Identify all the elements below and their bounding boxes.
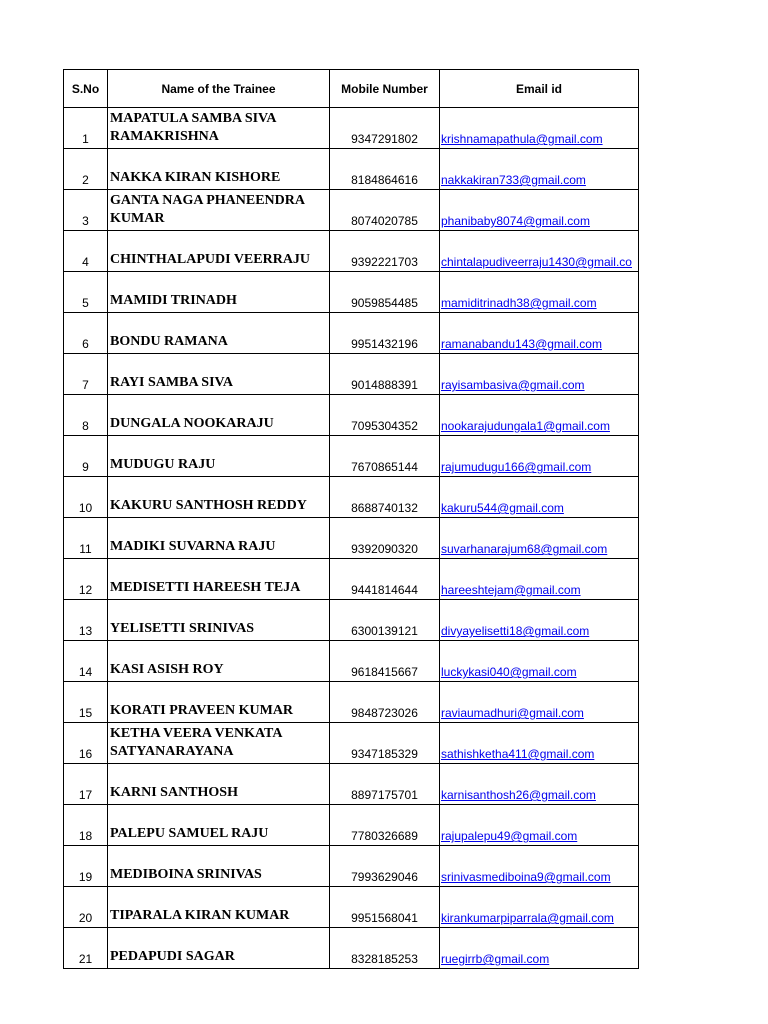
row-mobile-number: 7670865144 [330,436,440,477]
row-sno: 2 [64,149,108,190]
row-trainee-name: PALEPU SAMUEL RAJU [108,805,330,846]
row-mobile-number: 8074020785 [330,190,440,231]
row-trainee-name: KARNI SANTHOSH [108,764,330,805]
row-mobile-number: 6300139121 [330,600,440,641]
row-email-cell [440,108,639,149]
row-mobile-number: 9347291802 [330,108,440,149]
table-row [64,723,639,764]
table-row [64,395,639,436]
row-mobile-number: 9347185329 [330,723,440,764]
row-email-cell [440,436,639,477]
row-trainee-name: YELISETTI SRINIVAS [108,600,330,641]
email-link[interactable]: hareeshtejam@gmail.com [441,583,581,597]
row-sno: 17 [64,764,108,805]
table-row [64,559,639,600]
email-link[interactable]: luckykasi040@gmail.com [441,665,577,679]
row-mobile-number: 9618415667 [330,641,440,682]
row-trainee-name: KASI ASISH ROY [108,641,330,682]
row-email-cell [440,354,639,395]
row-mobile-number: 9951568041 [330,887,440,928]
table-row [64,518,639,559]
row-mobile-number: 7993629046 [330,846,440,887]
email-link[interactable]: rayisambasiva@gmail.com [441,378,585,392]
row-email-cell [440,190,639,231]
header-mobile: Mobile Number [330,70,440,108]
table-body [64,108,639,969]
row-trainee-name: MUDUGU RAJU [108,436,330,477]
table-row [64,354,639,395]
row-sno: 21 [64,928,108,969]
table-row [64,887,639,928]
row-email-cell [440,559,639,600]
row-trainee-name: KETHA VEERA VENKATA SATYANARAYANA [108,723,330,764]
row-sno: 8 [64,395,108,436]
email-link[interactable]: phanibaby8074@gmail.com [441,214,590,228]
row-email-cell [440,682,639,723]
email-link[interactable]: raviaumadhuri@gmail.com [441,706,584,720]
row-mobile-number: 8897175701 [330,764,440,805]
email-link[interactable]: ruegirrb@gmail.com [441,952,550,966]
email-link[interactable]: kakuru544@gmail.com [441,501,564,515]
row-email-cell [440,518,639,559]
row-sno: 7 [64,354,108,395]
row-trainee-name: MAMIDI TRINADH [108,272,330,313]
row-trainee-name: TIPARALA KIRAN KUMAR [108,887,330,928]
table-row [64,231,639,272]
row-trainee-name: BONDU RAMANA [108,313,330,354]
email-link[interactable]: kirankumarpiparrala@gmail.com [441,911,614,925]
row-email-cell [440,231,639,272]
table-row [64,436,639,477]
row-trainee-name: KAKURU SANTHOSH REDDY [108,477,330,518]
email-link[interactable]: sathishketha411@gmail.com [441,747,595,761]
row-email-cell [440,313,639,354]
row-mobile-number: 7780326689 [330,805,440,846]
table-row [64,928,639,969]
header-name: Name of the Trainee [108,70,330,108]
row-sno: 14 [64,641,108,682]
trainee-sheet [63,69,639,969]
row-mobile-number: 9392221703 [330,231,440,272]
row-sno: 13 [64,600,108,641]
table-row [64,641,639,682]
table-row [64,190,639,231]
row-sno: 10 [64,477,108,518]
row-sno: 16 [64,723,108,764]
row-mobile-number: 8184864616 [330,149,440,190]
row-trainee-name: KORATI PRAVEEN KUMAR [108,682,330,723]
row-trainee-name: PEDAPUDI SAGAR [108,928,330,969]
table-row [64,764,639,805]
table-row [64,272,639,313]
row-sno: 12 [64,559,108,600]
row-email-cell [440,641,639,682]
email-link[interactable]: nookarajudungala1@gmail.com [441,419,610,433]
row-mobile-number: 8688740132 [330,477,440,518]
row-email-cell [440,477,639,518]
row-sno: 9 [64,436,108,477]
row-sno: 6 [64,313,108,354]
email-link[interactable]: rajumudugu166@gmail.com [441,460,592,474]
row-email-cell [440,723,639,764]
table-row [64,108,639,149]
row-email-cell [440,149,639,190]
row-sno: 3 [64,190,108,231]
email-link[interactable]: rajupalepu49@gmail.com [441,829,578,843]
row-mobile-number: 9392090320 [330,518,440,559]
email-link[interactable]: karnisanthosh26@gmail.com [441,788,596,802]
table-row [64,149,639,190]
row-mobile-number: 9441814644 [330,559,440,600]
row-mobile-number: 9059854485 [330,272,440,313]
row-sno: 19 [64,846,108,887]
row-trainee-name: GANTA NAGA PHANEENDRA KUMAR [108,190,330,231]
email-link[interactable]: divyayelisetti18@gmail.com [441,624,590,638]
row-mobile-number: 9951432196 [330,313,440,354]
header-sno: S.No [64,70,108,108]
row-email-cell [440,600,639,641]
row-mobile-number: 7095304352 [330,395,440,436]
row-sno: 20 [64,887,108,928]
row-trainee-name: MADIKI SUVARNA RAJU [108,518,330,559]
row-sno: 5 [64,272,108,313]
row-email-cell [440,805,639,846]
row-trainee-name: MAPATULA SAMBA SIVA RAMAKRISHNA [108,108,330,149]
email-link[interactable]: chintalapudiveerraju1430@gmail.co [441,255,632,269]
row-trainee-name: DUNGALA NOOKARAJU [108,395,330,436]
row-mobile-number: 8328185253 [330,928,440,969]
row-trainee-name: CHINTHALAPUDI VEERRAJU [108,231,330,272]
row-mobile-number: 9014888391 [330,354,440,395]
table-header-row [64,70,639,108]
row-mobile-number: 9848723026 [330,682,440,723]
row-sno: 11 [64,518,108,559]
email-link[interactable]: nakkakiran733@gmail.com [441,173,586,187]
row-email-cell [440,846,639,887]
header-email: Email id [440,70,639,108]
email-link[interactable]: suvarhanarajum68@gmail.com [441,542,608,556]
table-row [64,600,639,641]
row-email-cell [440,764,639,805]
row-sno: 4 [64,231,108,272]
row-trainee-name: MEDIBOINA SRINIVAS [108,846,330,887]
table-row [64,805,639,846]
trainee-table [63,69,639,969]
row-trainee-name: MEDISETTI HAREESH TEJA [108,559,330,600]
row-email-cell [440,272,639,313]
row-sno: 15 [64,682,108,723]
table-row [64,682,639,723]
row-trainee-name: NAKKA KIRAN KISHORE [108,149,330,190]
row-trainee-name: RAYI SAMBA SIVA [108,354,330,395]
table-row [64,477,639,518]
row-sno: 18 [64,805,108,846]
row-email-cell [440,887,639,928]
email-link[interactable]: ramanabandu143@gmail.com [441,337,602,351]
table-row [64,313,639,354]
row-sno: 1 [64,108,108,149]
email-link[interactable]: mamiditrinadh38@gmail.com [441,296,597,310]
row-email-cell [440,928,639,969]
email-link[interactable]: krishnamapathula@gmail.com [441,132,603,146]
row-email-cell [440,395,639,436]
table-row [64,846,639,887]
email-link[interactable]: srinivasmediboina9@gmail.com [441,870,611,884]
